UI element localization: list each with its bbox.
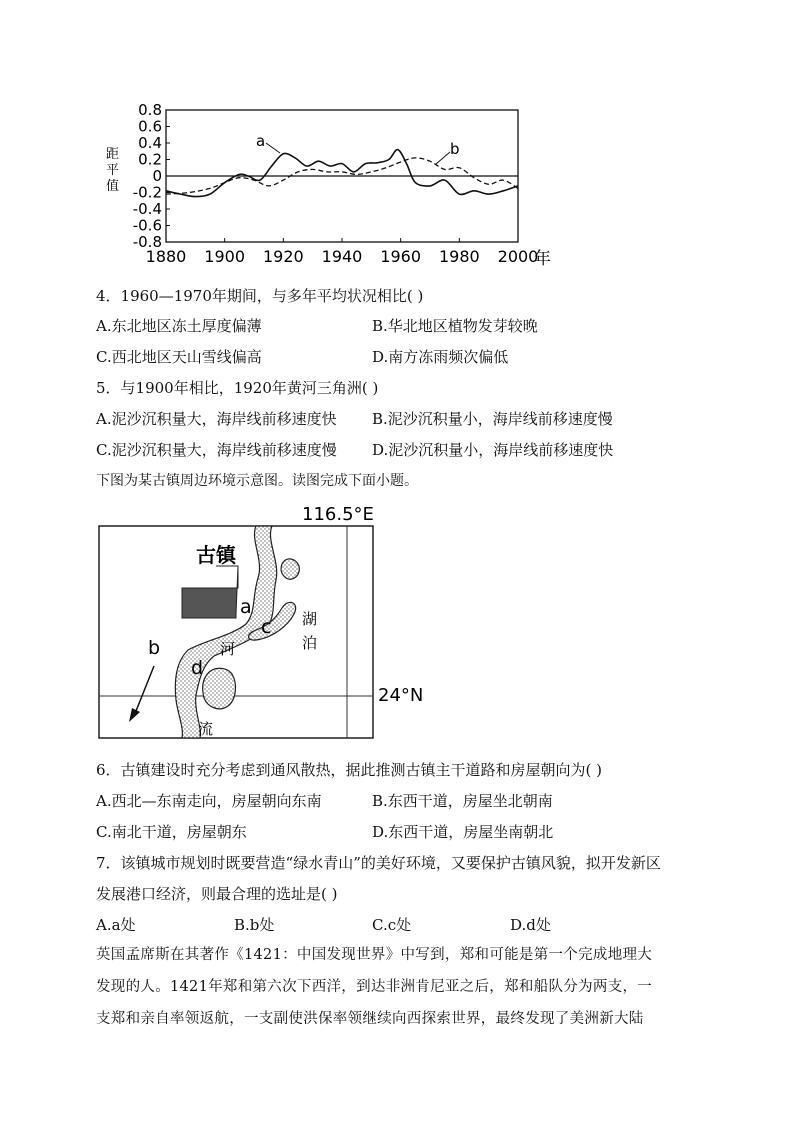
q5-option-c[interactable]: C.泥沙沉积量大，海岸线前移速度慢: [96, 441, 337, 459]
q5-stem: 5．与1900年相比，1920年黄河三角洲( ): [96, 379, 379, 397]
passage-line-3: 支郑和亲自率领返航，一支副使洪保率领继续向西探索世界，最终发现了美洲新大陆: [96, 1011, 644, 1027]
q4-option-b[interactable]: B.华北地区植物发芽较晚: [372, 317, 538, 335]
q7-stem-line2: 发展港口经济，则最合理的选址是( ): [96, 885, 338, 903]
series-b-label: b: [450, 140, 460, 158]
series-a-leader: [266, 143, 280, 153]
passage-line-1: 英国孟席斯在其著作《1421：中国发现世界》中写到，郑和可能是第一个完成地理大: [96, 947, 653, 963]
q6-option-c[interactable]: C.南北干道，房屋朝东: [96, 823, 247, 841]
series-a-label: a: [256, 132, 266, 150]
x-tick-label: 1880: [145, 247, 187, 266]
q7-stem-line1: 7．该镇城市规划时既要营造“绿水青山”的美好环境，又要保护古镇风貌，拟开发新区: [96, 854, 661, 872]
x-tick-label: 1920: [262, 247, 304, 266]
y-axis-label-3: 值: [106, 179, 120, 194]
point-b-label: b: [148, 637, 161, 659]
x-tick-label: 1940: [321, 247, 363, 266]
point-d-label: d: [191, 657, 204, 679]
q5-option-b[interactable]: B.泥沙沉积量小，海岸线前移速度慢: [372, 410, 613, 428]
q5-option-d[interactable]: D.泥沙沉积量小，海岸线前移速度快: [372, 441, 614, 459]
lake-label-1: 湖: [302, 610, 318, 628]
y-tick-label: 0.2: [138, 150, 162, 169]
q4-option-a[interactable]: A.东北地区冻土厚度偏薄: [96, 317, 262, 335]
series-a-line: [166, 150, 518, 197]
y-axis-label-1: 距: [106, 147, 120, 162]
passage-line-2: 发现的人。1421年郑和第六次下西洋，到达非洲肯尼亚之后，郑和船队分为两支，一: [96, 979, 653, 995]
map-intro: 下图为某古镇周边环境示意图。读图完成下面小题。: [96, 473, 418, 489]
anomaly-line-chart: [100, 100, 570, 270]
q6-option-b[interactable]: B.东西干道，房屋坐北朝南: [372, 792, 553, 810]
x-tick-label: 1960: [380, 247, 422, 266]
q6-option-a[interactable]: A.西北—东南走向，房屋朝向东南: [96, 792, 322, 810]
q4-option-d[interactable]: D.南方冻雨频次偏低: [372, 348, 509, 366]
x-tick-label: 1900: [204, 247, 246, 266]
y-tick-label: -0.8: [132, 233, 162, 251]
x-tick-label: 2000: [497, 247, 539, 266]
longitude-label: 116.5°E: [302, 504, 374, 525]
river-label-2: 流: [198, 720, 214, 738]
point-c-label: c: [261, 616, 272, 638]
y-axis-label-2: 平: [106, 163, 120, 178]
y-tick-label: 0.6: [138, 117, 162, 136]
x-tick-label: 1980: [438, 247, 480, 266]
town-label: 古镇: [196, 543, 236, 567]
q7-option-c[interactable]: C.c处: [372, 916, 412, 934]
q6-stem: 6．古镇建设时充分考虑到通风散热，据此推测古镇主干道路和房屋朝向为( ): [96, 761, 603, 779]
y-tick-label: 0.4: [138, 134, 162, 152]
q7-option-a[interactable]: A.a处: [96, 916, 136, 934]
q4-stem: 4．1960—1970年期间，与多年平均状况相比( ): [96, 287, 424, 305]
series-b-leader: [436, 152, 450, 164]
river-label-1: 河: [220, 640, 236, 658]
q7-option-d[interactable]: D.d处: [510, 916, 551, 934]
point-a-label: a: [240, 596, 252, 618]
latitude-label: 24°N: [378, 685, 424, 706]
island-north: [281, 559, 299, 579]
q4-option-c[interactable]: C.西北地区天山雪线偏高: [96, 348, 262, 366]
y-tick-label: 0.8: [138, 101, 162, 119]
q7-option-b[interactable]: B.b处: [234, 916, 275, 934]
lake-label-2: 泊: [302, 634, 318, 652]
y-tick-label: 0: [152, 167, 162, 185]
q6-option-d[interactable]: D.东西干道，房屋坐南朝北: [372, 823, 554, 841]
island-d: [203, 668, 236, 709]
y-tick-label: -0.6: [132, 216, 162, 235]
y-tick-label: -0.4: [132, 200, 162, 218]
x-axis-unit: 年: [534, 249, 551, 269]
q5-option-a[interactable]: A.泥沙沉积量大，海岸线前移速度快: [96, 410, 337, 428]
town-map: [96, 500, 436, 746]
y-tick-label: -0.2: [132, 183, 162, 202]
